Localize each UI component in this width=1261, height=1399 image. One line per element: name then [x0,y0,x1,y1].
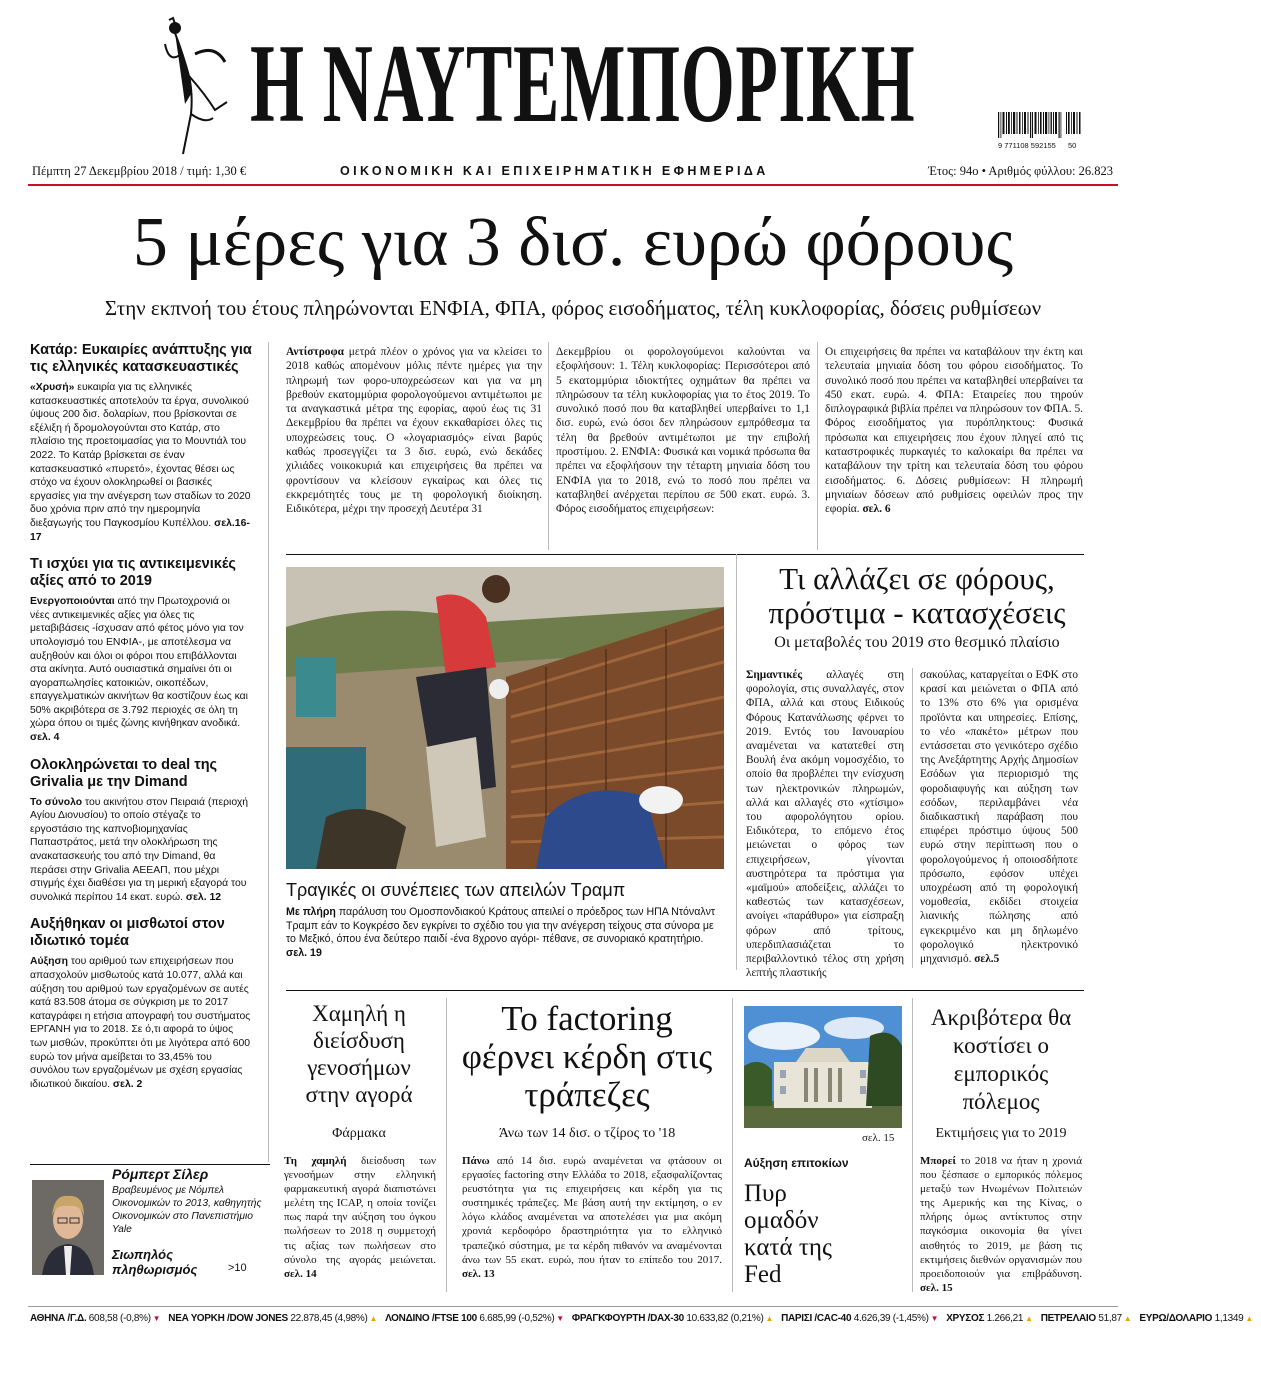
generics-subtitle: Φάρμακα [332,1126,386,1141]
generics-lead: Τη χαμηλή [284,1155,347,1167]
brief-objective-values [30,556,252,745]
lead-article-col-1 [286,345,542,517]
ticker-item [1139,1313,1253,1324]
ticker-label: ΦΡΑΓΚΦΟΥΡΤΗ /DAX-30 [571,1313,687,1324]
fed-headline: Πυρ ομαδόν κατά της Fed [744,1180,832,1288]
dateline: Πέμπτη 27 Δεκεμβρίου 2018 / τιμή: 1,30 € [32,164,247,178]
trade-subtitle: Εκτιμήσεις για το 2019 [935,1126,1067,1141]
page-ref: σελ. 15 [920,1281,953,1294]
ticker-label: ΠΑΡΙΣΙ /CAC-40 [781,1313,854,1324]
factoring-lead: Πάνω [462,1155,490,1167]
brief-lead: Ενεργοποιούνται [30,596,115,608]
brief-title: Κατάρ: Ευκαιρίες ανάπτυξης για τις ελληνικές κατασκευαστικές [30,342,252,375]
page-ref: σελ. 14 [284,1267,317,1280]
brief-lead: Το σύνολο [30,796,83,808]
column-divider [912,668,913,968]
ticker-value: 1.266,21 [986,1313,1024,1324]
right-story-body: σακούλας, καταργείται ο ΕΦΚ στο κρασί και μειώνεται ο ΦΠΑ από το 13% στο 6% για ορισμένα προϊόντα και υπηρεσίες. Επίσης, το νέο «πακέτο» μέτρων που εντάσσεται στο γενικότερο σχέδιο της Ανεξάρτητης Αρχής Δημοσίων Εσόδων για περιορισμό της φοροδιαφυγής και αύξηση των εσόδων, περιλαμβάνει νέα διαδικαστική παράβαση που επιφέρει πρόστιμο ύψους 500 ευρώ στην περίπτωση που ο φορολογούμενος ή οποιοσδήποτε πρόσωπο, εφόσον υπέχει υποχρέωση από τη φορολογική νομοθεσία, εκδίδει στοιχεία λιανικής πώλησης από εγκεκριμένο και μη δηλωμένο φορολογικό ηλεκτρονικό μηχανισμό. [920,669,1078,966]
masthead-rule [28,184,1118,186]
arrow-down-icon: ▼ [554,1314,564,1323]
right-story-lead: Σημαντικές [746,669,803,681]
ticker-item [385,1313,564,1324]
column-divider [446,998,447,1292]
factoring-text: από 14 δισ. ευρώ αναμένεται να φτάσουν οι εργασίες factoring στην Ελλάδα το 2018, εξασφαλίζοντας ρευστότητα για τις επιχειρήσεις και κέρδη για τις συστημικές τράπεζες. Με βάση αυτή την εκτίμηση, ο εν λόγω κλάδος αναμένεται να αποτελέσει για μια ακόμη χρονιά κερδοφόρο δραστηριότητα για το ελληνικό τραπεζικό σύστημα, με τα κέρδη πιθανόν να αναμένονται άνω των 55 εκατ. ευρώ, που ήταν το επίπεδο του 2017. [462,1155,722,1266]
ticker-value: 22.878,45 (4,98%) [290,1313,368,1324]
fed-kicker: Αύξηση επιτοκίων [744,1156,849,1170]
column-divider [268,342,269,1162]
right-story-col-2 [920,668,1078,966]
fed-building-photo [744,1006,902,1128]
ticker-value: 1,1349 [1214,1313,1244,1324]
right-story-body: αλλαγές στη φορολογία, στις συναλλαγές, στον ΦΠΑ, αλλά και στους Ειδικούς Φόρους Κατανάλωσης φέρνει το 2019. Εντός του Ιανουαρίου αναμένεται να κατατεθεί στη Βουλή ένα ακόμη νομοσχέδιο, το οποίο θα προβλέπει την ενίσχυση των ηλεκτρονικών πληρωμών, αλλά και αλλαγές στο «χτίσιμο» του αφορολόγητου ορίου. Ειδικότερα, το επόμενο έτος μειώνεται ο φόρος των επιχειρήσεων, γίνονται αυστηρότερα τα πρόστιμα για «μαϊμού» αποδείξεις, αλλάζει το καθεστώς των κατασχέσεων, ανοίγει «παράθυρο» για είσπραξη φόρων από τρίτους, υπερδιπλασιάζεται το περιβαλλοντικό τέλος στη χρήση λεπτής πλαστικής [746,669,904,980]
lead-article-body: μετρά πλέον ο χρόνος για να κλείσει το 2018 καθώς απομένουν μόλις πέντε ημέρες για την πληρωμή των φορο-υποχρεώσεων και για να μη βρεθούν εκατομμύρια φορολογούμενοι αντιμέτωποι με τα αναγκαστικά μέτρα της εφορίας, αφού έως τις 31 Δεκεμβρίου θα πρέπει να έχουν εκκαθαρίσει όλες τις υποχρεώσεις τους. Ο «λογαριασμός» είναι βαρύς καθώς προσεγγίζει τα 3 δισ. ευρώ, ενώ δεκάδες χιλιάδες νοικοκυριά και επιχειρήσεις θα πρέπει να φροντίσουν να κλείσουν εγκαίρως και όλες τις εκκρεμότητές τους με τη φορολογική διοίκηση. Ειδικότερα, μέχρι την προσεχή Δευτέρα 31 [286,346,542,516]
generics-body [284,1154,436,1281]
page-ref: σελ. 12 [185,891,222,903]
lead-article-body: Δεκεμβρίου οι φορολογούμενοι καλούνται να εξοφλήσουν: 1. Τέλη κυκλοφορίας: Περισσότεροι από 5 εκατομμύρια ιδιοκτήτες οχημάτων θα πρέπει να πληρώσουν τα τέλη κυκλοφορίας για το έτος 2019. Το συνολικό ποσό που θα καταβληθεί υπερβαίνει το 1,1 δισ. ευρώ, ενώ όσοι δεν πληρώσουν εμπρόθεσμα τα τέλη θα βρεθούν αντιμέτωποι με την επιβολή προστίμου. 2. ΕΝΦΙΑ: Φυσικά και νομικά πρόσωπα θα πρέπει να εξοφλήσουν την τέταρτη μηνιαία δόση του ΕΝΦΙΑ για το 2018, ενώ το ποσό που πρέπει να καταβληθεί ανέρχεται περίπου σε 500 εκατ. ευρώ. 3. Φόρος εισοδήματος επιχειρήσεων: [556,346,810,516]
right-story-subtitle: Οι μεταβολές του 2019 στο θεσμικό πλαίσιο [774,634,1060,651]
section-divider [30,1164,270,1165]
arrow-up-icon: ▲ [367,1314,378,1323]
arrow-up-icon: ▲ [1243,1314,1253,1323]
ticker-value: 10.633,82 (0,21%) [686,1313,764,1324]
ticker-value: 51,87 [1098,1313,1122,1324]
shiller-portrait [32,1180,104,1275]
factoring-subtitle: Άνω των 14 δισ. ο τζίρος το '18 [498,1126,676,1141]
column-divider [736,554,737,970]
lead-article-col-2 [556,345,810,517]
border-wall-photo [286,567,724,869]
page-ref: σελ. 13 [462,1267,495,1280]
brief-body: από την Πρωτοχρονιά οι νέες αντικειμενικές αξίες για όλες τις μεταβιβάσεις -ίσχυσαν από φέτος μόνο για τον υπολογισμό του ΕΝΦΙΑ-, με αποτέλεσμα να αυξηθούν και όλοι οι φόροι που επιβάλλονται στα ακίνητα. Αυτό ουσιαστικά σημαίνει ότι οι αγοραπωλησίες κατοικιών, οικοπέδων, επαγγελματικών ακινήτων θα κοστίζουν έως και 50% ακριβότερα σε 3.792 περιοχές σε όλη τη χώρα όπου οι τιμές ζώνης κινήθηκαν ανοδικά. [30,596,248,730]
brief-lead: «Χρυσή» [30,382,75,393]
ticker-value: 6.685,99 (-0,52%) [479,1313,555,1324]
arrow-down-icon: ▼ [150,1314,161,1323]
brief-lead: Αύξηση [30,956,68,968]
generics-text: διείσδυση των γενοσήμων στην ελληνική φαρμακευτική αγορά διαπιστώνει μελέτη της ICAP, η οποία τονίζει πως παρά την αύξηση του όγκου πωλήσεων το 2018 η συμμετοχή τις αξίας των πωλήσεων στο σύνολο της αγοράς μειώνεται. [284,1155,436,1266]
ticker-rule [28,1306,1118,1307]
brief-qatar [30,342,252,544]
lead-article-col-3 [825,345,1083,517]
right-story-headline: Τι αλλάζει σε φόρους, πρόστιμα - κατασχέσεις [768,561,1066,630]
section-divider [286,990,1084,991]
barcode [998,112,1082,148]
column-divider [912,998,913,1292]
column-divider [548,342,549,550]
hermes-logo-icon [155,14,235,159]
photo-caption-body: παράλυση του Ομοσπονδιακού Κράτους απειλεί ο πρόεδρος των ΗΠΑ Ντόναλντ Τραμπ εάν το Κογκρέσο δεν εγκρίνει το σχέδιο του για την ανέγερση τείχους στα σύνορα με το Μεξικό, όπου ένα δεύτερο παιδί -ένα 8χρονο αγόρι- πέθανε, σε συνοριακό κρατητήριο. [286,906,716,946]
right-story-col-1 [746,668,904,980]
brief-title: Ολοκληρώνεται το deal της Grivalia με την Dimand [30,756,218,790]
lead-headline: 5 μέρες για 3 δισ. ευρώ φόρους [132,204,1014,281]
factoring-headline: Το factoring φέρνει κέρδη στις τράπεζες [461,999,713,1114]
ticker-label: ΕΥΡΩ/ΔΟΛΑΡΙΟ [1139,1313,1215,1324]
ticker-value: 4.626,39 (-1,45%) [853,1313,929,1324]
ticker-label: ΑΘΗΝΑ /Γ.Δ. [30,1313,89,1324]
generics-headline: Χαμηλή η διείσδυση γενοσήμων στην αγορά [305,1001,413,1107]
tagline: ΟΙΚΟΝΟΜΙΚΗ ΚΑΙ ΕΠΙΧΕΙΡΗΜΑΤΙΚΗ ΕΦΗΜΕΡΙΔΑ [340,164,769,178]
quote-author-bio: Βραβευμένος με Νόμπελ Οικονομικών το 2013, καθηγητής Οικονομικών στο Πανεπιστήμιο Yale [112,1185,262,1235]
page-ref: σελ. 19 [286,946,322,959]
ticker-item [1041,1313,1132,1324]
lead-subheadline: Στην εκπνοή του έτους πληρώνονται ΕΝΦΙΑ, ΦΠΑ, φόρος εισοδήματος, τέλη κυκλοφορίας, δόσεις ρυθμίσεων [104,296,1042,320]
ticker-item [30,1313,160,1324]
lead-article-lead: Αντίστροφα [286,346,344,358]
arrow-up-icon: ▲ [763,1314,774,1323]
page-ref: >10 [228,1262,247,1274]
page-ref: σελ. 4 [30,732,60,744]
ticker-label: ΝΕΑ ΥΟΡΚΗ /DOW JONES [168,1313,291,1324]
page-ref: σελ.16-17 [30,517,250,543]
arrow-up-icon: ▲ [1023,1314,1033,1323]
left-briefs-column [30,342,252,1103]
lead-article-body: Οι επιχειρήσεις θα πρέπει να καταβάλουν την έκτη και τελευταία μηνιαία δόση του φόρου εισοδήματος. Το συνολικό ποσό που πρέπει να καταβληθεί υπερβαίνει τα 450 εκατ. ευρώ. 4. ΦΠΑ: Εταιρείες που τηρούν διπλογραφικά βιβλία πρέπει να πληρώσουν τον ΦΠΑ. 5. Φόρος εισοδήματος για πυρόπληκτους: Φυσικά πρόσωπα και επιχειρήσεις που έχουν πληγεί από τις καταστροφικές πυρκαγιές το καλοκαίρι θα πρέπει να καταβάλουν την τρίτη και τελευταία δόση του φόρου εισοδήματος. 6. Δόσεις ρυθμίσεων: Η πληρωμή μηνιαίων δόσεων από ρυθμίσεις οφειλών προς την εφορία. [825,346,1083,516]
issue-number: Έτος: 94ο • Αριθμός φύλλου: 26.823 [928,164,1113,178]
page-ref: σελ. 2 [112,1078,143,1090]
ticker-label: ΛΟΝΔΙΝΟ /FTSE 100 [385,1313,480,1324]
ticker-item [946,1313,1033,1324]
brief-title: Τι ισχύει για τις αντικειμενικές αξίες από το 2019 [30,556,236,590]
column-divider [732,998,733,1292]
brief-title: Αυξήθηκαν οι μισθωτοί στον ιδιωτικό τομέα [30,916,225,950]
market-ticker [30,1313,1253,1324]
brief-body: ευκαιρία για τις ελληνικές κατασκευαστικές αποτελούν τα έργα, συνολικού ύψους 200 δισ. δολαρίων, που βρίσκονται σε εξέλιξη ή δρομολογούνται στο Κατάρ, στο πλαίσιο της προετοιμασίας για το Μουντιάλ του 2022. Το Κατάρ βρίσκεται σε έναν κατασκευαστικό «πυρετό», έχοντας θέσει ως στόχο να έχουν ολοκληρωθεί οι βασικές εργασίες για την ανέγερση των σταδίων το 2020 δυο χρόνια πριν από την ημερομηνία διεξαγωγής του Παγκοσμίου Κυπέλλου. [30,382,251,529]
photo-caption-text [286,906,724,960]
brief-body: του αριθμού των επιχειρήσεων που απασχολούν μισθωτούς κατά 10.077, αλλά και αύξηση του αριθμού των εργαζομένων σε αυτές κατά 83.508 άτομα σε σύγκριση με το 2017 καταγράφει η ετήσια απογραφή του συστήματος ΕΡΓΑΝΗ για το 2018. Σε ό,τι αφορά το ύψος των μισθών, προκύπτει ότι με λιγότερα από 600 ευρώ τον μήνα αμείβεται το 33,45% του συνόλου των εργαζομένων με σχέση εργασίας ιδιωτικού δικαίου. [30,956,251,1090]
photo-caption-lead: Με πλήρη [286,906,336,918]
ticker-label: ΠΕΤΡΕΛΑΙΟ [1040,1313,1099,1324]
barcode-addon: 50 [1067,141,1077,150]
trade-headline: Ακριβότερα θα κοστίσει ο εμπορικός πόλεμος [930,1005,1072,1114]
ticker-label: ΧΡΥΣΟΣ [946,1313,987,1324]
section-divider [286,554,1084,555]
trade-body [920,1154,1082,1295]
photo-caption-title: Τραγικές οι συνέπειες των απειλών Τραμπ [286,880,626,900]
brief-body: του ακινήτου στον Πειραιά (περιοχή Αγίου Διονυσίου) το οποίο στέγαζε το εργοστάσιο της καπνοβιομηχανίας Παπαστράτος, μετά την ολοκλήρωση της ανακατασκευής του από την Dimand, θα περάσει στην Grivalia ΑΕΕΑΠ, που μέχρι στιγμής έχει διαθέσει για τη μερική εξαγορά του συνολικά περίπου 14 εκατ. ευρώ. [30,796,249,903]
fed-photo-ref: σελ. 15 [862,1132,895,1144]
trade-lead: Μπορεί [920,1155,956,1167]
barcode-number: 9 771108 592155 [998,141,1056,150]
arrow-up-icon: ▲ [1121,1314,1132,1323]
ticker-value: 608,58 (-0,8%) [88,1313,151,1324]
page-ref: σελ.5 [974,953,1000,966]
quote-author-name: Ρόμπερτ Σίλερ [112,1166,209,1182]
factoring-body [462,1154,722,1281]
trade-text: το 2018 να ήταν η χρονιά που ξέσπασε ο εμπορικός πόλεμος μεταξύ των Ηνωμένων Πολιτειών της Αμερικής και της Κίνας, ο πλήρης όμως αντίκτυπος στην παγκόσμια οικονομία θα γίνει αισθητός το 2019, με βάση τις εκτιμήσεις διεθνών οργανισμών που προειδοποιούν για επιβράδυνση. [920,1155,1082,1280]
ticker-item [781,1313,938,1324]
brief-employees [30,916,252,1091]
ticker-item [168,1313,377,1324]
column-divider [817,342,818,550]
ticker-item [572,1313,773,1324]
masthead-title: Η ΝΑΥΤΕΜΠΟΡΙΚΗ [250,22,916,146]
arrow-down-icon: ▼ [928,1314,939,1323]
quote-title: Σιωπηλός πληθωρισμός [112,1247,198,1277]
barcode-icon [998,112,1082,138]
brief-grivalia [30,757,252,905]
page-ref: σελ. 6 [862,503,891,516]
